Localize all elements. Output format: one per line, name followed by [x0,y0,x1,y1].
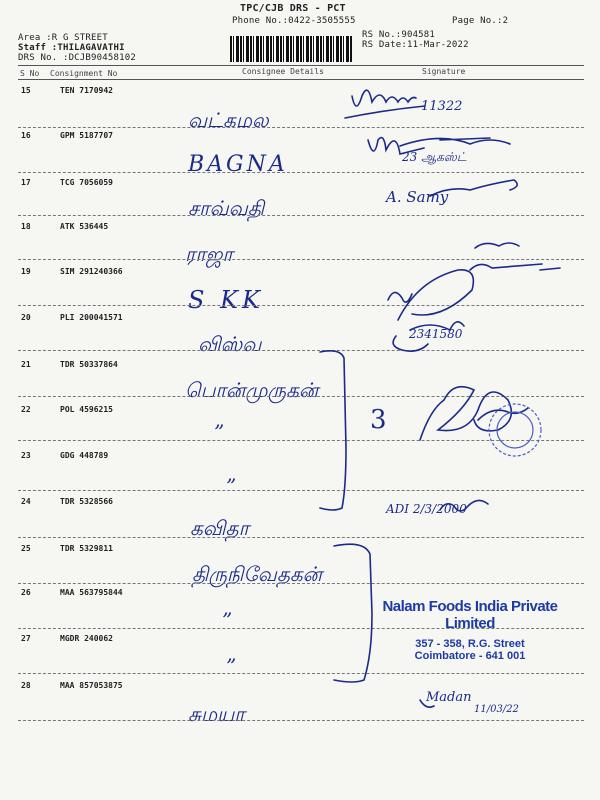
consignee-handwriting: பொன்முருகன் [185,378,319,402]
stamp-address-line2: Coimbatore - 641 001 [414,650,526,662]
consignee-handwriting: சுமயா [188,702,245,726]
company-stamp [360,598,580,662]
row-consignment: TDR 5328566 [60,497,113,506]
row-sno: 27 [21,634,31,643]
consignee-handwriting: ” [222,608,233,632]
consignee-handwriting: ” [226,654,237,678]
row-consignment: ATK 536445 [60,222,109,231]
consignee-handwriting: ” [214,420,225,444]
row-consignment: SIM 291240366 [60,267,123,276]
row-consignment: MAA 563795844 [60,588,123,597]
row-sno: 15 [21,86,31,95]
row-divider [18,259,584,260]
signature-date: 11/03/22 [474,704,519,715]
area-label: Area :R G STREET [18,33,108,43]
row-consignment: POL 4596215 [60,405,113,414]
rs-number: RS No.:904581 [362,30,436,40]
brace-count: 3 [370,405,387,435]
row-consignment: MGDR 240062 [60,634,113,643]
consignee-handwriting: BAGNA [188,152,288,177]
page-number: Page No.:2 [452,16,509,26]
row-sno: 16 [21,131,31,140]
row-divider [18,537,584,538]
table-row [18,86,584,131]
col-consignment: Consignment No [50,69,118,78]
consignee-handwriting: கவிதா [190,516,250,540]
consignee-handwriting: திருநிவேதகன் [192,562,323,586]
row-consignment: TCG 7056059 [60,178,113,187]
rs-date: RS Date:11-Mar-2022 [362,40,469,50]
table-row [18,178,584,223]
drs-number: DRS No. :DCJB90458102 [18,53,136,63]
row-divider [18,215,584,216]
consignee-handwriting: வட்கமல [188,108,269,132]
table-row [18,222,584,267]
signature-text: ADI 2/3/2000 [386,502,467,516]
consignee-handwriting: சாவ்வதி [188,196,265,220]
phone-number: Phone No.:0422-3505555 [232,16,356,26]
row-sno: 28 [21,681,31,690]
row-sno: 21 [21,360,31,369]
staff-label: Staff :THILAGAVATHI [18,43,125,53]
consignee-handwriting: ராஜா [185,242,233,266]
row-divider [18,127,584,128]
row-sno: 23 [21,451,31,460]
row-sno: 26 [21,588,31,597]
row-sno: 22 [21,405,31,414]
signature-text: A. Samy [386,188,449,206]
col-signature: Signature [422,67,466,76]
row-divider [18,396,584,397]
signature-number: 2341580 [409,327,463,341]
consignee-handwriting: விஸ்வ [198,332,262,356]
row-consignment: PLI 200041571 [60,313,123,322]
table-row [18,405,584,450]
col-consignee: Consignee Details [242,67,324,76]
stamp-address-line1: 357 - 358, R.G. Street [415,638,525,650]
document-title: TPC/CJB DRS - PCT [240,3,346,14]
row-consignment: TDR 5329811 [60,544,113,553]
row-consignment: MAA 857053875 [60,681,123,690]
consignee-handwriting: S KK [188,286,264,314]
row-consignment: TEN 7170942 [60,86,113,95]
barcode [230,36,352,62]
signature-name: Madan [426,690,472,705]
consignee-handwriting: ” [226,474,237,498]
row-sno: 24 [21,497,31,506]
row-divider [18,305,584,306]
row-divider [18,172,584,173]
table-row [18,497,584,542]
row-sno: 17 [21,178,31,187]
row-divider [18,440,584,441]
header-rule-bottom [18,79,584,80]
row-divider [18,673,584,674]
table-row [18,313,584,358]
signature-text: 23 ஆகஸ்ட் [402,150,467,164]
row-sno: 25 [21,544,31,553]
row-consignment: TDR 50337864 [60,360,118,369]
row-divider [18,720,584,721]
signature-date: 11322 [421,99,463,114]
row-sno: 20 [21,313,31,322]
row-divider [18,350,584,351]
col-sno: S No [20,69,40,78]
header-rule-top [18,65,584,66]
stamp-company-name: Nalam Foods India Private Limited [382,598,558,632]
table-row [18,131,584,176]
row-consignment: GPM 5187707 [60,131,113,140]
row-sno: 18 [21,222,31,231]
row-consignment: GDG 448789 [60,451,109,460]
row-divider [18,583,584,584]
row-divider [18,490,584,491]
row-sno: 19 [21,267,31,276]
